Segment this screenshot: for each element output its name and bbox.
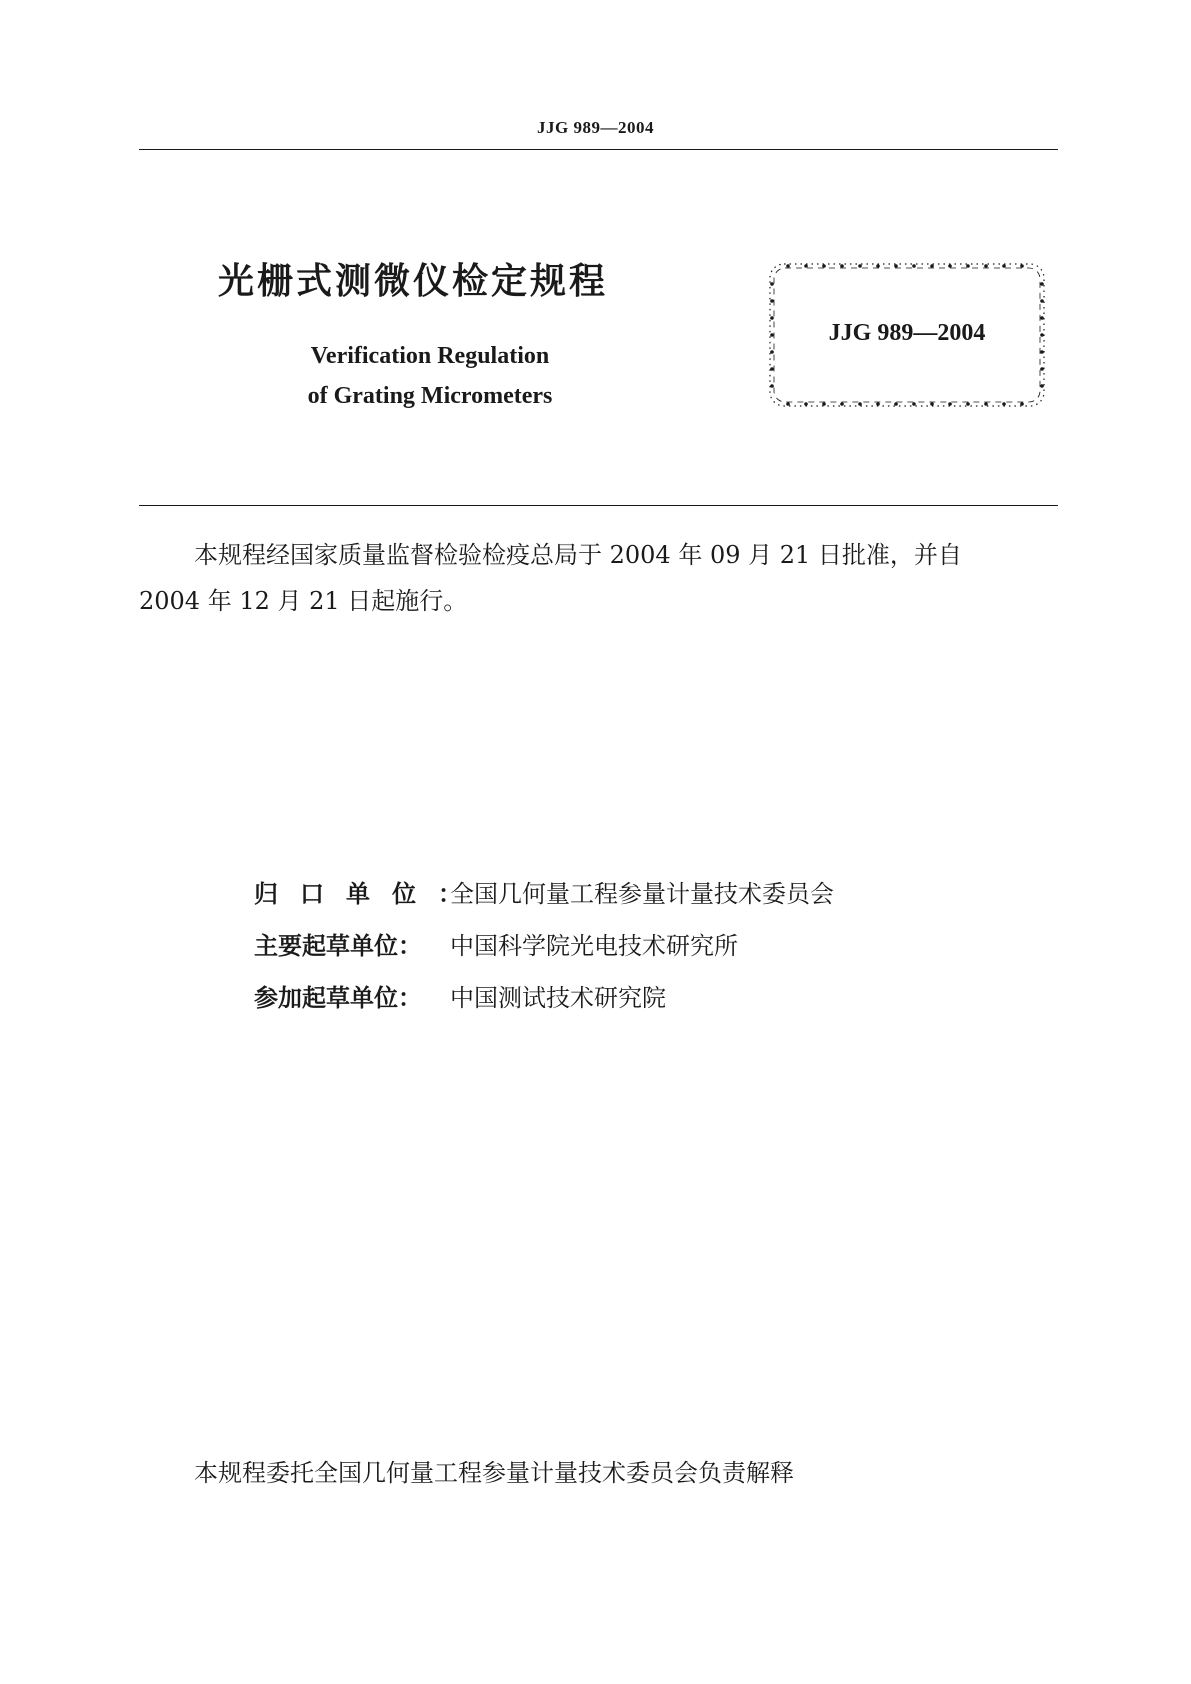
section-rule (139, 505, 1058, 506)
header-rule (139, 149, 1058, 150)
approval-statement (139, 532, 1059, 624)
title-english-line1: Verification Regulation (310, 343, 550, 369)
approval-line-2: 2004 年 12 月 21 日起施行。 (139, 587, 468, 615)
unit-label: 参加起草单位： (254, 984, 422, 1012)
unit-label: 归口单位： (254, 880, 484, 908)
interpretation-note: 本规程委托全国几何量工程参量计量技术委员会负责解释 (194, 1459, 794, 1487)
unit-value: 全国几何量工程参量计量技术委员会 (450, 880, 834, 908)
running-header: JJG 989—2004 (537, 118, 654, 137)
standard-code: JJG 989—2004 (828, 320, 986, 346)
drafting-units (254, 868, 834, 1024)
unit-row-responsible (254, 868, 834, 920)
title-english-line2: of Grating Micrometers (307, 383, 553, 409)
approval-line-1: 本规程经国家质量监督检验检疫总局于 2004 年 09 月 21 日批准，并自 (194, 541, 962, 569)
title-chinese: 光栅式测微仪检定规程 (218, 261, 609, 302)
unit-label: 主要起草单位： (254, 932, 422, 960)
unit-row-main-drafter (254, 920, 834, 972)
code-frame (764, 258, 1050, 412)
unit-value: 中国科学院光电技术研究所 (450, 932, 738, 960)
unit-row-participating-drafter (254, 972, 834, 1024)
unit-value: 中国测试技术研究院 (450, 984, 666, 1012)
